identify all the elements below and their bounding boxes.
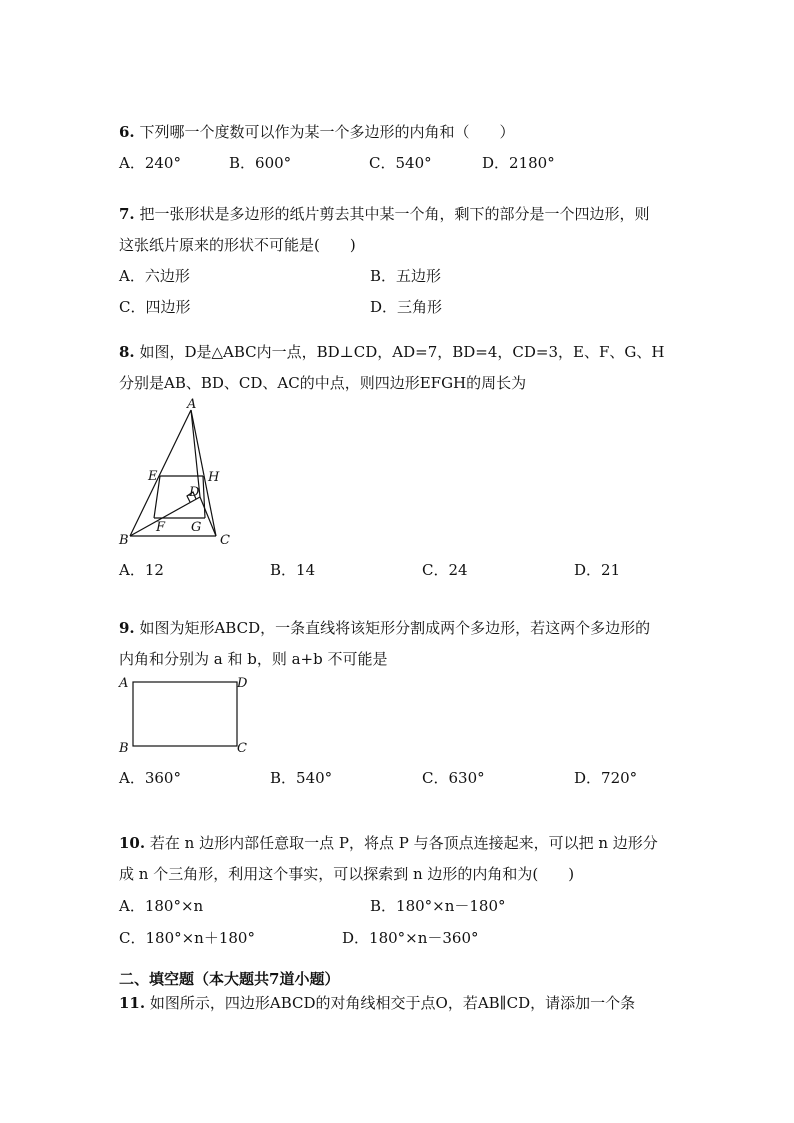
question-number: 9. xyxy=(119,619,135,637)
question-number: 10. xyxy=(119,834,146,852)
question-number: 7. xyxy=(119,205,135,223)
question-text: 如图，D是△ABC内一点，BD⊥CD，AD=7，BD=4，CD=3，E、F、G、H xyxy=(139,343,665,361)
option-a: A．180°×n xyxy=(119,897,204,915)
option-c: C．630° xyxy=(422,769,485,787)
label-c: C xyxy=(220,533,230,548)
rectangle-figure xyxy=(112,672,262,756)
question-text: 下列哪一个度数可以作为某一个多边形的内角和（ ） xyxy=(139,123,515,141)
option-b: B．14 xyxy=(270,561,316,579)
question-number: 11. xyxy=(119,994,146,1012)
question-text-cont: 这张纸片原来的形状不可能是( ) xyxy=(119,236,356,254)
label-a: A xyxy=(119,676,129,691)
option-b: B．540° xyxy=(270,769,333,787)
label-b: B xyxy=(119,533,129,548)
option-a: A．360° xyxy=(119,769,181,787)
question-11 xyxy=(119,992,635,1013)
question-text: 如图为矩形ABCD，一条直线将该矩形分割成两个多边形，若这两个多边形的 xyxy=(139,619,651,637)
label-f: F xyxy=(156,520,166,535)
section-heading: 二、填空题（本大题共7道小题） xyxy=(119,970,340,988)
label-g: G xyxy=(191,520,202,535)
question-8 xyxy=(119,341,664,362)
option-d: D．2180° xyxy=(482,154,555,172)
question-number: 6. xyxy=(119,123,135,141)
question-9 xyxy=(119,617,650,638)
label-d: D xyxy=(189,485,200,500)
triangle-figure xyxy=(112,396,242,548)
option-c: C．24 xyxy=(422,561,468,579)
option-d: D．180°×n－360° xyxy=(342,929,479,947)
question-number: 8. xyxy=(119,343,135,361)
option-b: B．五边形 xyxy=(370,267,442,285)
question-10 xyxy=(119,832,658,853)
question-text: 把一张形状是多边形的纸片剪去其中某一个角，剩下的部分是一个四边形，则 xyxy=(139,205,650,223)
option-c: C．四边形 xyxy=(119,298,191,316)
label-e: E xyxy=(148,469,158,484)
question-text-cont: 分别是AB、BD、CD、AC的中点，则四边形EFGH的周长为 xyxy=(119,374,527,392)
option-a: A．240° xyxy=(119,154,181,172)
option-b: B．180°×n－180° xyxy=(370,897,506,915)
label-h: H xyxy=(208,470,220,485)
option-d: D．720° xyxy=(574,769,638,787)
option-a: A．12 xyxy=(119,561,164,579)
option-d: D．三角形 xyxy=(370,298,443,316)
option-a: A．六边形 xyxy=(119,267,190,285)
label-d: D xyxy=(237,676,248,691)
option-d: D．21 xyxy=(574,561,621,579)
question-6 xyxy=(119,121,514,142)
label-c: C xyxy=(237,741,247,756)
label-b: B xyxy=(119,741,129,756)
label-a: A xyxy=(187,397,197,412)
option-c: C．180°×n＋180° xyxy=(119,929,255,947)
question-text-cont: 内角和分别为 a 和 b，则 a+b 不可能是 xyxy=(119,650,388,668)
question-text-cont: 成 n 个三角形，利用这个事实，可以探索到 n 边形的内角和为( ) xyxy=(119,865,575,883)
question-text: 若在 n 边形内部任意取一点 P，将点 P 与各顶点连接起来，可以把 n 边形分 xyxy=(149,834,658,852)
option-c: C．540° xyxy=(369,154,432,172)
question-7 xyxy=(119,203,649,224)
question-text: 如图所示，四边形ABCD的对角线相交于点O，若AB∥CD，请添加一个条 xyxy=(149,994,636,1012)
option-b: B．600° xyxy=(229,154,292,172)
